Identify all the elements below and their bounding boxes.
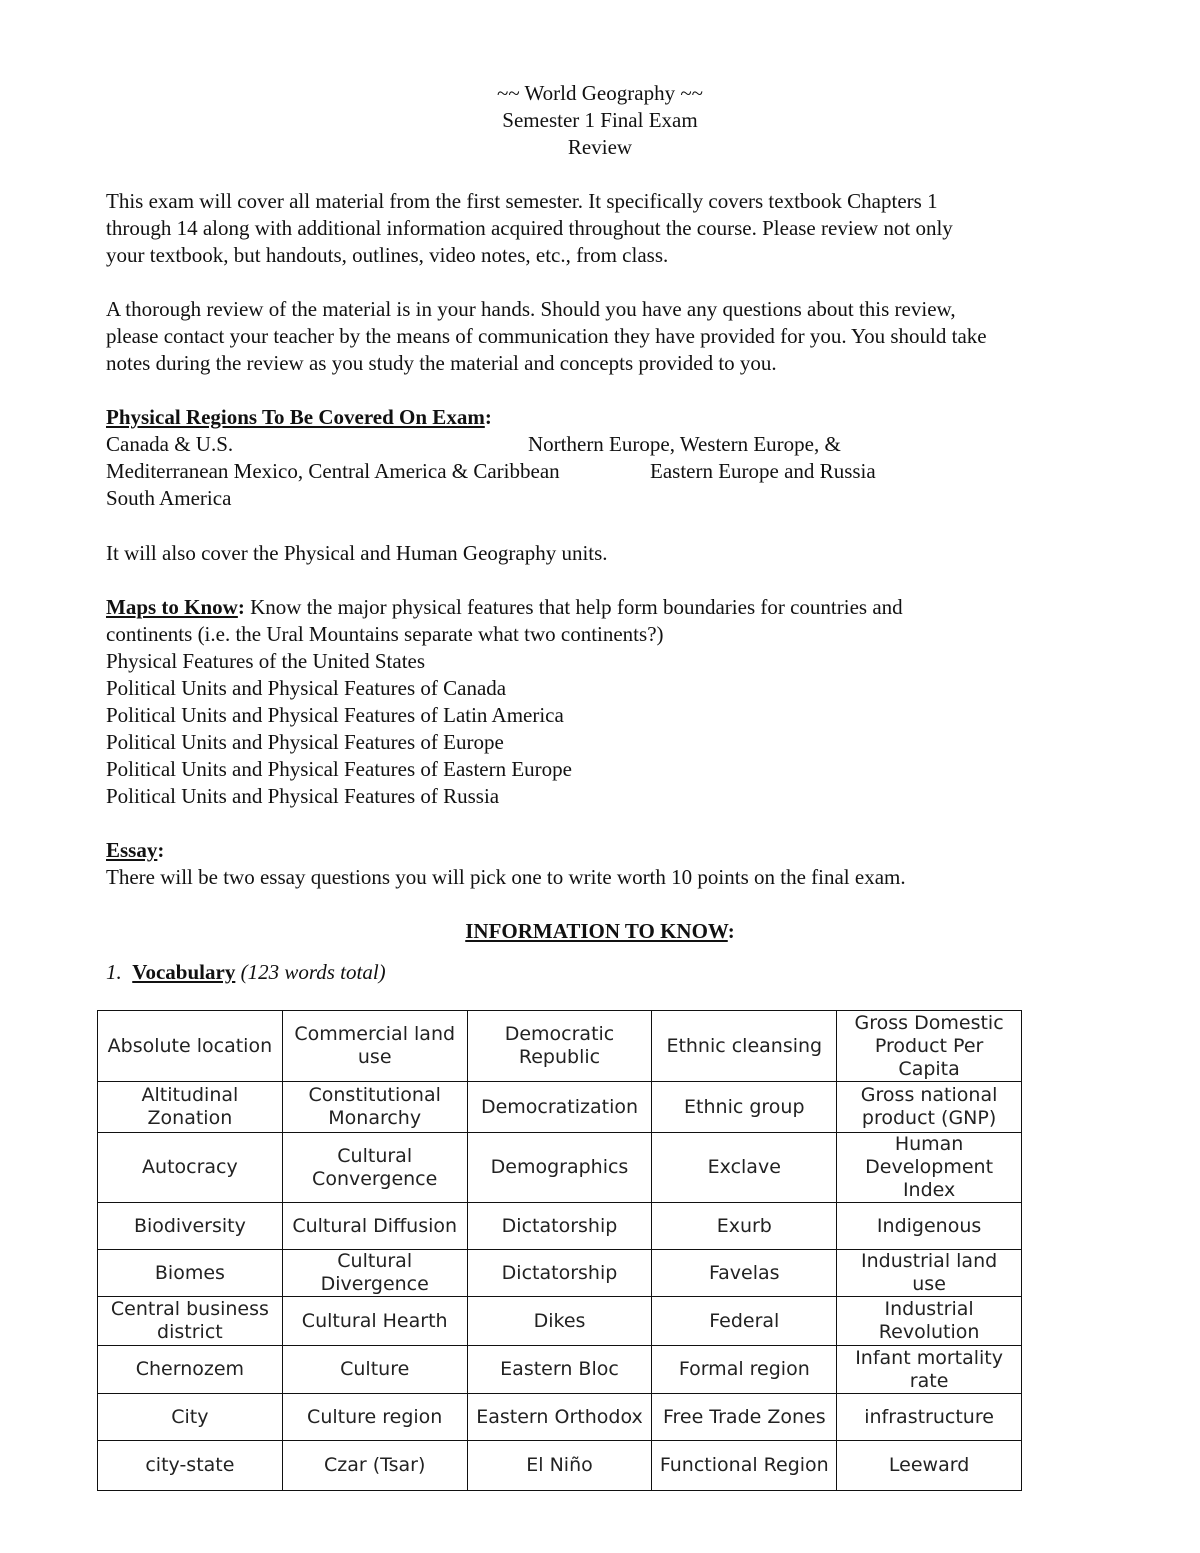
vocab-cell: Constitutional Monarchy [282, 1082, 467, 1133]
info-heading [0, 918, 1200, 945]
info-heading-colon: : [727, 919, 735, 943]
vocab-cell: Human Development Index [837, 1133, 1022, 1203]
region-right-1: Northern Europe, Western Europe, & [528, 432, 841, 456]
vocab-cell: Culture [282, 1346, 467, 1394]
intro-p2-line-2: please contact your teacher by the means of communication they have provided for you. You should take [106, 324, 987, 348]
vocab-cell: Cultural Divergence [282, 1250, 467, 1297]
region-left-3: South America [106, 486, 232, 510]
map-item: Political Units and Physical Features of Eastern Europe [106, 757, 572, 781]
vocab-cell: Ethnic cleansing [652, 1011, 837, 1082]
maps-heading-colon: : [237, 595, 245, 619]
vocab-cell: Exurb [652, 1203, 837, 1250]
regions-heading-text: Physical Regions To Be Covered On Exam [106, 405, 485, 429]
vocab-cell: Biodiversity [98, 1203, 283, 1250]
title-line-3: Review [567, 135, 633, 159]
vocab-cell: Favelas [652, 1250, 837, 1297]
region-right-2: Eastern Europe and Russia [650, 459, 876, 483]
vocab-cell: Democratic Republic [467, 1011, 652, 1082]
vocab-cell: Demographics [467, 1133, 652, 1203]
vocab-cell: Gross Domestic Product Per Capita [837, 1011, 1022, 1082]
essay-heading [106, 837, 164, 864]
table-row [98, 1250, 1022, 1297]
vocab-cell: Democratization [467, 1082, 652, 1133]
vocab-cell: Cultural Hearth [282, 1297, 467, 1346]
vocab-cell: Leeward [837, 1441, 1022, 1491]
regions-heading [106, 404, 492, 431]
vocab-cell: city-state [98, 1441, 283, 1491]
vocab-cell: Autocracy [98, 1133, 283, 1203]
vocab-cell: Chernozem [98, 1346, 283, 1394]
vocab-cell: Exclave [652, 1133, 837, 1203]
table-row [98, 1346, 1022, 1394]
maps-intro-line-2: continents (i.e. the Ural Mountains separate what two continents?) [106, 622, 664, 646]
vocab-cell: Functional Region [652, 1441, 837, 1491]
essay-heading-colon: : [157, 838, 165, 862]
vocab-table [97, 1010, 1022, 1491]
essay-heading-text: Essay [106, 838, 158, 862]
vocab-cell: Federal [652, 1297, 837, 1346]
vocab-cell: Dictatorship [467, 1203, 652, 1250]
vocab-cell: Infant mortality rate [837, 1346, 1022, 1394]
vocab-heading [106, 959, 386, 986]
vocab-cell: Industrial land use [837, 1250, 1022, 1297]
table-row [98, 1394, 1022, 1441]
intro-p1-line-2: through 14 along with additional information acquired throughout the course. Please review not only [106, 216, 953, 240]
vocab-cell: Indigenous [837, 1203, 1022, 1250]
vocab-cell: Culture region [282, 1394, 467, 1441]
map-item: Political Units and Physical Features of Russia [106, 784, 500, 808]
regions-heading-colon: : [484, 405, 492, 429]
regions-note: It will also cover the Physical and Human Geography units. [106, 541, 608, 565]
vocab-cell: Eastern Orthodox [467, 1394, 652, 1441]
essay-text: There will be two essay questions you will pick one to write worth 10 points on the final exam. [106, 865, 906, 889]
vocab-cell: Dikes [467, 1297, 652, 1346]
table-row [98, 1203, 1022, 1250]
vocab-cell: Absolute location [98, 1011, 283, 1082]
vocab-cell: El Niño [467, 1441, 652, 1491]
vocab-cell: Eastern Bloc [467, 1346, 652, 1394]
vocab-cell: Altitudinal Zonation [98, 1082, 283, 1133]
region-left-1: Canada & U.S. [106, 432, 234, 456]
vocab-cell: Gross national product (GNP) [837, 1082, 1022, 1133]
map-item: Physical Features of the United States [106, 649, 426, 673]
intro-p2-line-3: notes during the review as you study the material and concepts provided to you. [106, 351, 777, 375]
vocab-title: Vocabulary [132, 960, 236, 984]
intro-p2-line-1: A thorough review of the material is in your hands. Should you have any questions about this review, [106, 297, 956, 321]
vocab-cell: Free Trade Zones [652, 1394, 837, 1441]
intro-p1-line-3: your textbook, but handouts, outlines, video notes, etc., from class. [106, 243, 669, 267]
title-line-2: Semester 1 Final Exam [502, 108, 698, 132]
table-row [98, 1133, 1022, 1203]
intro-p1-line-1: This exam will cover all material from the first semester. It specifically covers textbook Chapters 1 [106, 189, 938, 213]
vocab-cell: Central business district [98, 1297, 283, 1346]
table-row [98, 1082, 1022, 1133]
map-item: Political Units and Physical Features of Canada [106, 676, 507, 700]
maps-intro-text: Know the major physical features that help form boundaries for countries and [244, 595, 903, 619]
vocab-cell: Industrial Revolution [837, 1297, 1022, 1346]
vocab-cell: Commercial land use [282, 1011, 467, 1082]
table-row [98, 1441, 1022, 1491]
title-line-1: ~~ World Geography ~~ [496, 81, 704, 105]
vocab-cell: City [98, 1394, 283, 1441]
vocab-note: (123 words total) [240, 960, 386, 984]
region-left-2: Mediterranean Mexico, Central America & Caribbean [106, 459, 560, 483]
vocab-cell: Biomes [98, 1250, 283, 1297]
map-item: Political Units and Physical Features of Europe [106, 730, 504, 754]
maps-intro-line-1 [106, 594, 903, 621]
vocab-cell: Dictatorship [467, 1250, 652, 1297]
vocab-cell: Formal region [652, 1346, 837, 1394]
vocab-cell: Ethnic group [652, 1082, 837, 1133]
maps-heading: Maps to Know [106, 595, 238, 619]
vocab-cell: Cultural Convergence [282, 1133, 467, 1203]
vocab-cell: Czar (Tsar) [282, 1441, 467, 1491]
table-row [98, 1297, 1022, 1346]
map-item: Political Units and Physical Features of Latin America [106, 703, 564, 727]
vocab-number: 1. [106, 960, 122, 984]
info-heading-text: INFORMATION TO KNOW [465, 919, 728, 943]
vocab-cell: infrastructure [837, 1394, 1022, 1441]
vocab-cell: Cultural Diffusion [282, 1203, 467, 1250]
table-row [98, 1011, 1022, 1082]
